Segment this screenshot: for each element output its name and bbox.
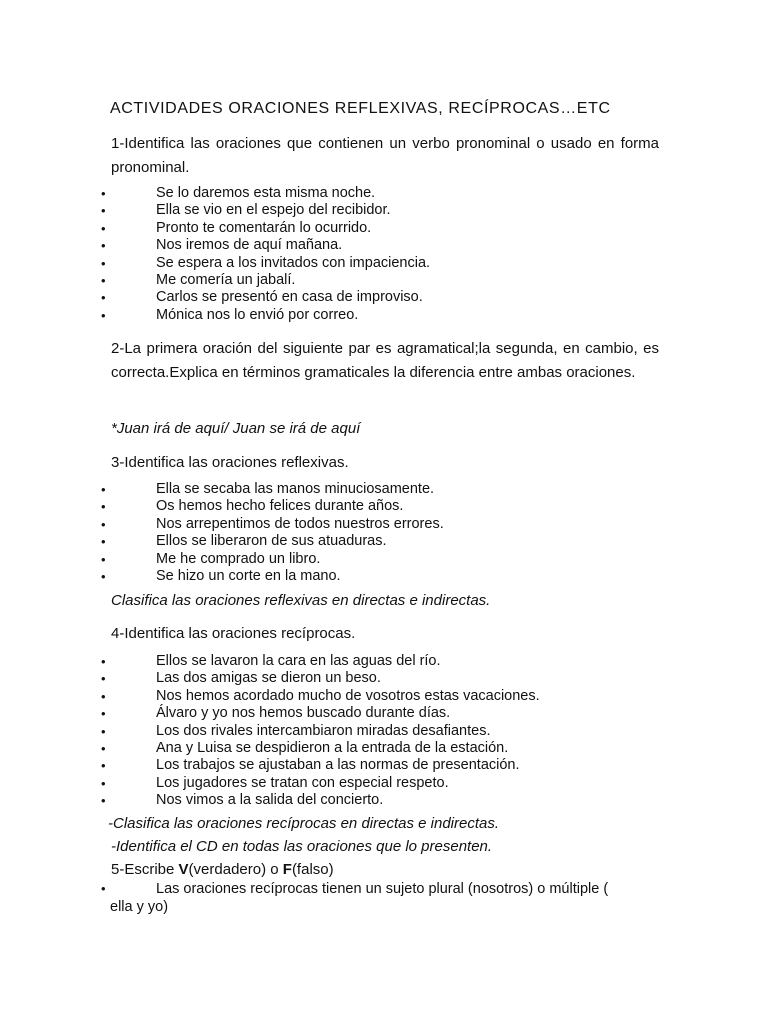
list-item: • Ana y Luisa se despidieron a la entrada de la estación.: [101, 739, 509, 756]
section3-list: [0, 481, 768, 585]
list-item: • Se espera a los invitados con impaciencia.: [101, 254, 431, 271]
list-item: • Ellos se lavaron la cara en las aguas del río.: [101, 653, 441, 669]
list-item: • Os hemos hecho felices durante años.: [101, 498, 404, 515]
bullet-icon: •: [101, 551, 106, 567]
bullet-icon: •: [101, 534, 106, 550]
bullet-icon: •: [101, 654, 106, 669]
list-item: • Carlos se presentó en casa de improviso.: [101, 289, 423, 306]
section4-heading: 4-Identifica las oraciones recíprocas.: [111, 625, 356, 642]
list-item: • Los jugadores se tratan con especial respeto.: [101, 774, 449, 791]
list-item: • Nos arrepentimos de todos nuestros errores.: [101, 515, 444, 532]
list-item: • Me comería un jabalí.: [101, 271, 296, 288]
list-item: • Nos iremos de aquí mañana.: [101, 237, 343, 254]
list-item: • Me he comprado un libro.: [101, 550, 321, 567]
bullet-icon: •: [101, 516, 106, 532]
list-item: • Álvaro y yo nos hemos buscado durante días.: [101, 705, 451, 722]
section1-heading: 1-Identifica las oraciones que contienen un verbo pronominal o usado en forma pronominal.: [111, 135, 659, 176]
section3-heading: 3-Identifica las oraciones reflexivas.: [111, 454, 349, 471]
list-item: • Ella se vio en el espejo del recibidor.: [101, 202, 391, 219]
bullet-icon: •: [101, 881, 106, 896]
list-item: • Se lo daremos esta misma noche.: [101, 185, 376, 201]
section4-list: [0, 653, 768, 810]
bullet-icon: •: [101, 568, 106, 584]
bullet-icon: •: [101, 290, 106, 306]
list-item: • Ellos se liberaron de sus atuaduras.: [101, 533, 387, 550]
bullet-icon: •: [101, 255, 106, 271]
bullet-icon: •: [101, 186, 106, 201]
list-item: • Pronto te comentarán lo ocurrido.: [101, 219, 372, 236]
bullet-icon: •: [101, 706, 106, 722]
list-item: • Ella se secaba las manos minuciosamente.: [101, 481, 435, 497]
section4-note-classify: -Clasifica las oraciones recíprocas en directas e indirectas.: [108, 815, 500, 832]
bullet-icon: •: [101, 499, 106, 515]
section2-heading: 2-La primera oración del siguiente par es agramatical;la segunda, en cambio, es correcta.Explica en términos gramaticales la diferencia entre ambas oraciones.: [111, 340, 659, 381]
bullet-icon: •: [101, 220, 106, 236]
bullet-icon: •: [101, 688, 106, 704]
bullet-icon: •: [101, 272, 106, 288]
bullet-icon: •: [101, 740, 106, 756]
bullet-icon: •: [101, 238, 106, 254]
list-item: • Las dos amigas se dieron un beso.: [101, 670, 381, 687]
bullet-icon: •: [101, 758, 106, 774]
list-item: • Los trabajos se ajustaban a las normas de presentación.: [101, 757, 520, 774]
section5-heading: 5-Escribe V(verdadero) o F(falso): [111, 861, 334, 878]
section2-example: *Juan irá de aquí/ Juan se irá de aquí: [111, 420, 361, 437]
bullet-icon: •: [101, 793, 106, 809]
section1-list: [0, 185, 768, 324]
list-item: • Nos vimos a la salida del concierto.: [101, 792, 384, 809]
list-item: • Se hizo un corte en la mano.: [101, 567, 341, 584]
document-page: ACTIVIDADES ORACIONES REFLEXIVAS, RECÍPROCAS…ETC 1-Identifica las oraciones que contienen un verbo pronominal o usado en forma pronominal. • Se lo daremos esta misma noche. • Ella se vio en el espejo del recibidor. • Pronto te comentarán lo ocurrido. • Nos iremos de aquí mañana. • Se espera a los invitados con impaciencia. • Me comería un jabalí. • Carlos se presentó en casa de improviso. • Mónica nos lo envió por correo. 2-La primera oración del siguiente par es agramatical;la segunda, en cambio, es correcta.Explica en términos gramaticales la diferencia entre ambas oraciones. *Juan irá de aquí/ Juan se irá de aquí 3-Identifica las oraciones reflexivas. • Ella se secaba las manos minuciosamente. • Os hemos hecho felices durante años. • Nos arrepentimos de todos nuestros errores. • Ellos se liberaron de sus atuaduras. • Me he comprado un libro. • Se hizo un corte en la mano. Clasifica las oraciones reflexivas en directas e indirectas. 4-Identifica las oraciones recíprocas. • Ellos se lavaron la cara en las aguas del río. • Las dos amigas se dieron un beso. • Nos hemos acordado mucho de vosotros estas vacaciones. • Álvaro y yo nos hemos buscado durante días. • Los dos rivales intercambiaron miradas desafiantes. • Ana y Luisa se despidieron a la entrada de la estación. • Los trabajos se ajustaban a las normas de presentación. • Los jugadores se tratan con especial respeto. • Nos vimos a la salida del concierto. -Clasifica las oraciones recíprocas en directas e indirectas. -Identifica el CD en todas las oraciones que lo presenten. 5-Escribe V(verdadero) o F(falso) • Las oraciones recíprocas tienen un sujeto plural (nosotros) o múltiple ( ella y yo): [0, 0, 768, 1024]
list-item: • Los dos rivales intercambiaron miradas desafiantes.: [101, 722, 491, 739]
list-item: • Mónica nos lo envió por correo.: [101, 306, 359, 323]
section3-note: Clasifica las oraciones reflexivas en directas e indirectas.: [111, 592, 491, 609]
document-title: ACTIVIDADES ORACIONES REFLEXIVAS, RECÍPROCAS…ETC: [110, 100, 611, 117]
list-item: • Nos hemos acordado mucho de vosotros estas vacaciones.: [101, 687, 540, 704]
bullet-icon: •: [101, 203, 106, 219]
bullet-icon: •: [101, 775, 106, 791]
bullet-icon: •: [101, 482, 106, 497]
bullet-icon: •: [101, 671, 106, 687]
section4-note-cd: -Identifica el CD en todas las oraciones que lo presenten.: [111, 838, 493, 855]
bullet-icon: •: [101, 723, 106, 739]
bullet-icon: •: [101, 307, 106, 323]
